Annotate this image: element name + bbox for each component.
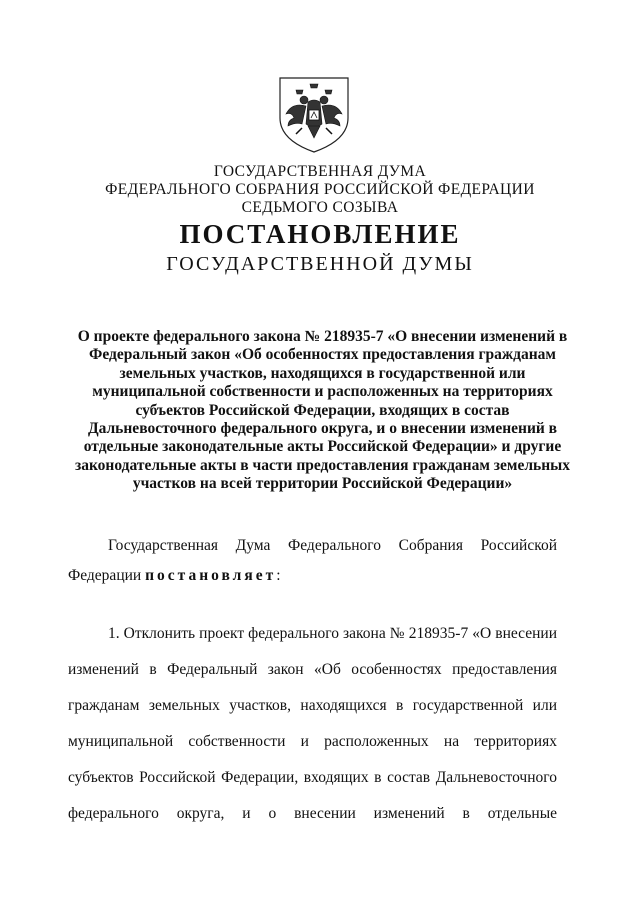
heading-line: законодательные акты в части предоставления гражданам земельных bbox=[74, 456, 571, 474]
preamble-line-1: Государственная Дума Федерального Собрания Российской bbox=[108, 537, 557, 554]
heading-line: Федеральный закон «Об особенностях предоставления гражданам bbox=[89, 346, 556, 364]
heading-line: участков на всей территории Российской Федерации» bbox=[132, 475, 513, 493]
paragraph-1-line: гражданам земельных участков, находящихся в государственной или bbox=[68, 697, 557, 714]
paragraph-1-line: муниципальной собственности и расположенных на территориях bbox=[68, 733, 557, 750]
document-title: ПОСТАНОВЛЕНИЕ bbox=[179, 219, 461, 249]
issuer-line-3: СЕДЬМОГО СОЗЫВА bbox=[241, 199, 399, 216]
resolution-heading bbox=[70, 328, 575, 494]
heading-line: муниципальной собственности и расположенных на территориях bbox=[92, 383, 553, 401]
preamble-colon: : bbox=[276, 567, 281, 584]
preamble-line-2 bbox=[68, 567, 281, 585]
coat-of-arms-emblem bbox=[274, 74, 354, 154]
heading-line: отдельные законодательные акты Российской Федерации» и другие bbox=[83, 438, 562, 456]
paragraph-1-line: изменений в Федеральный закон «Об особенностях предоставления bbox=[68, 661, 557, 678]
paragraph-1-line: субъектов Российской Федерации, входящих в состав Дальневосточного bbox=[68, 769, 557, 786]
heading-line: Дальневосточного федерального округа, и о внесении изменений в bbox=[87, 420, 558, 438]
issuer-line-2: ФЕДЕРАЛЬНОГО СОБРАНИЯ РОССИЙСКОЙ ФЕДЕРАЦИИ bbox=[105, 181, 535, 198]
issuer-line-1: ГОСУДАРСТВЕННАЯ ДУМА bbox=[213, 163, 427, 180]
heading-line: О проекте федерального закона № 218935-7 «О внесении изменений в bbox=[77, 328, 568, 345]
heading-line: земельных участков, находящихся в государственной или bbox=[119, 364, 526, 382]
document-subtitle: ГОСУДАРСТВЕННОЙ ДУМЫ bbox=[166, 253, 474, 275]
preamble-start: Федерации bbox=[68, 567, 142, 584]
preamble-verb: постановляет bbox=[145, 567, 277, 584]
paragraph-1-line: 1. Отклонить проект федерального закона № 218935-7 «О внесении bbox=[108, 625, 557, 642]
heading-line: субъектов Российской Федерации, входящих в состав bbox=[135, 401, 510, 419]
paragraph-1-line: федерального округа, и о внесении изменений в отдельные bbox=[68, 805, 557, 822]
